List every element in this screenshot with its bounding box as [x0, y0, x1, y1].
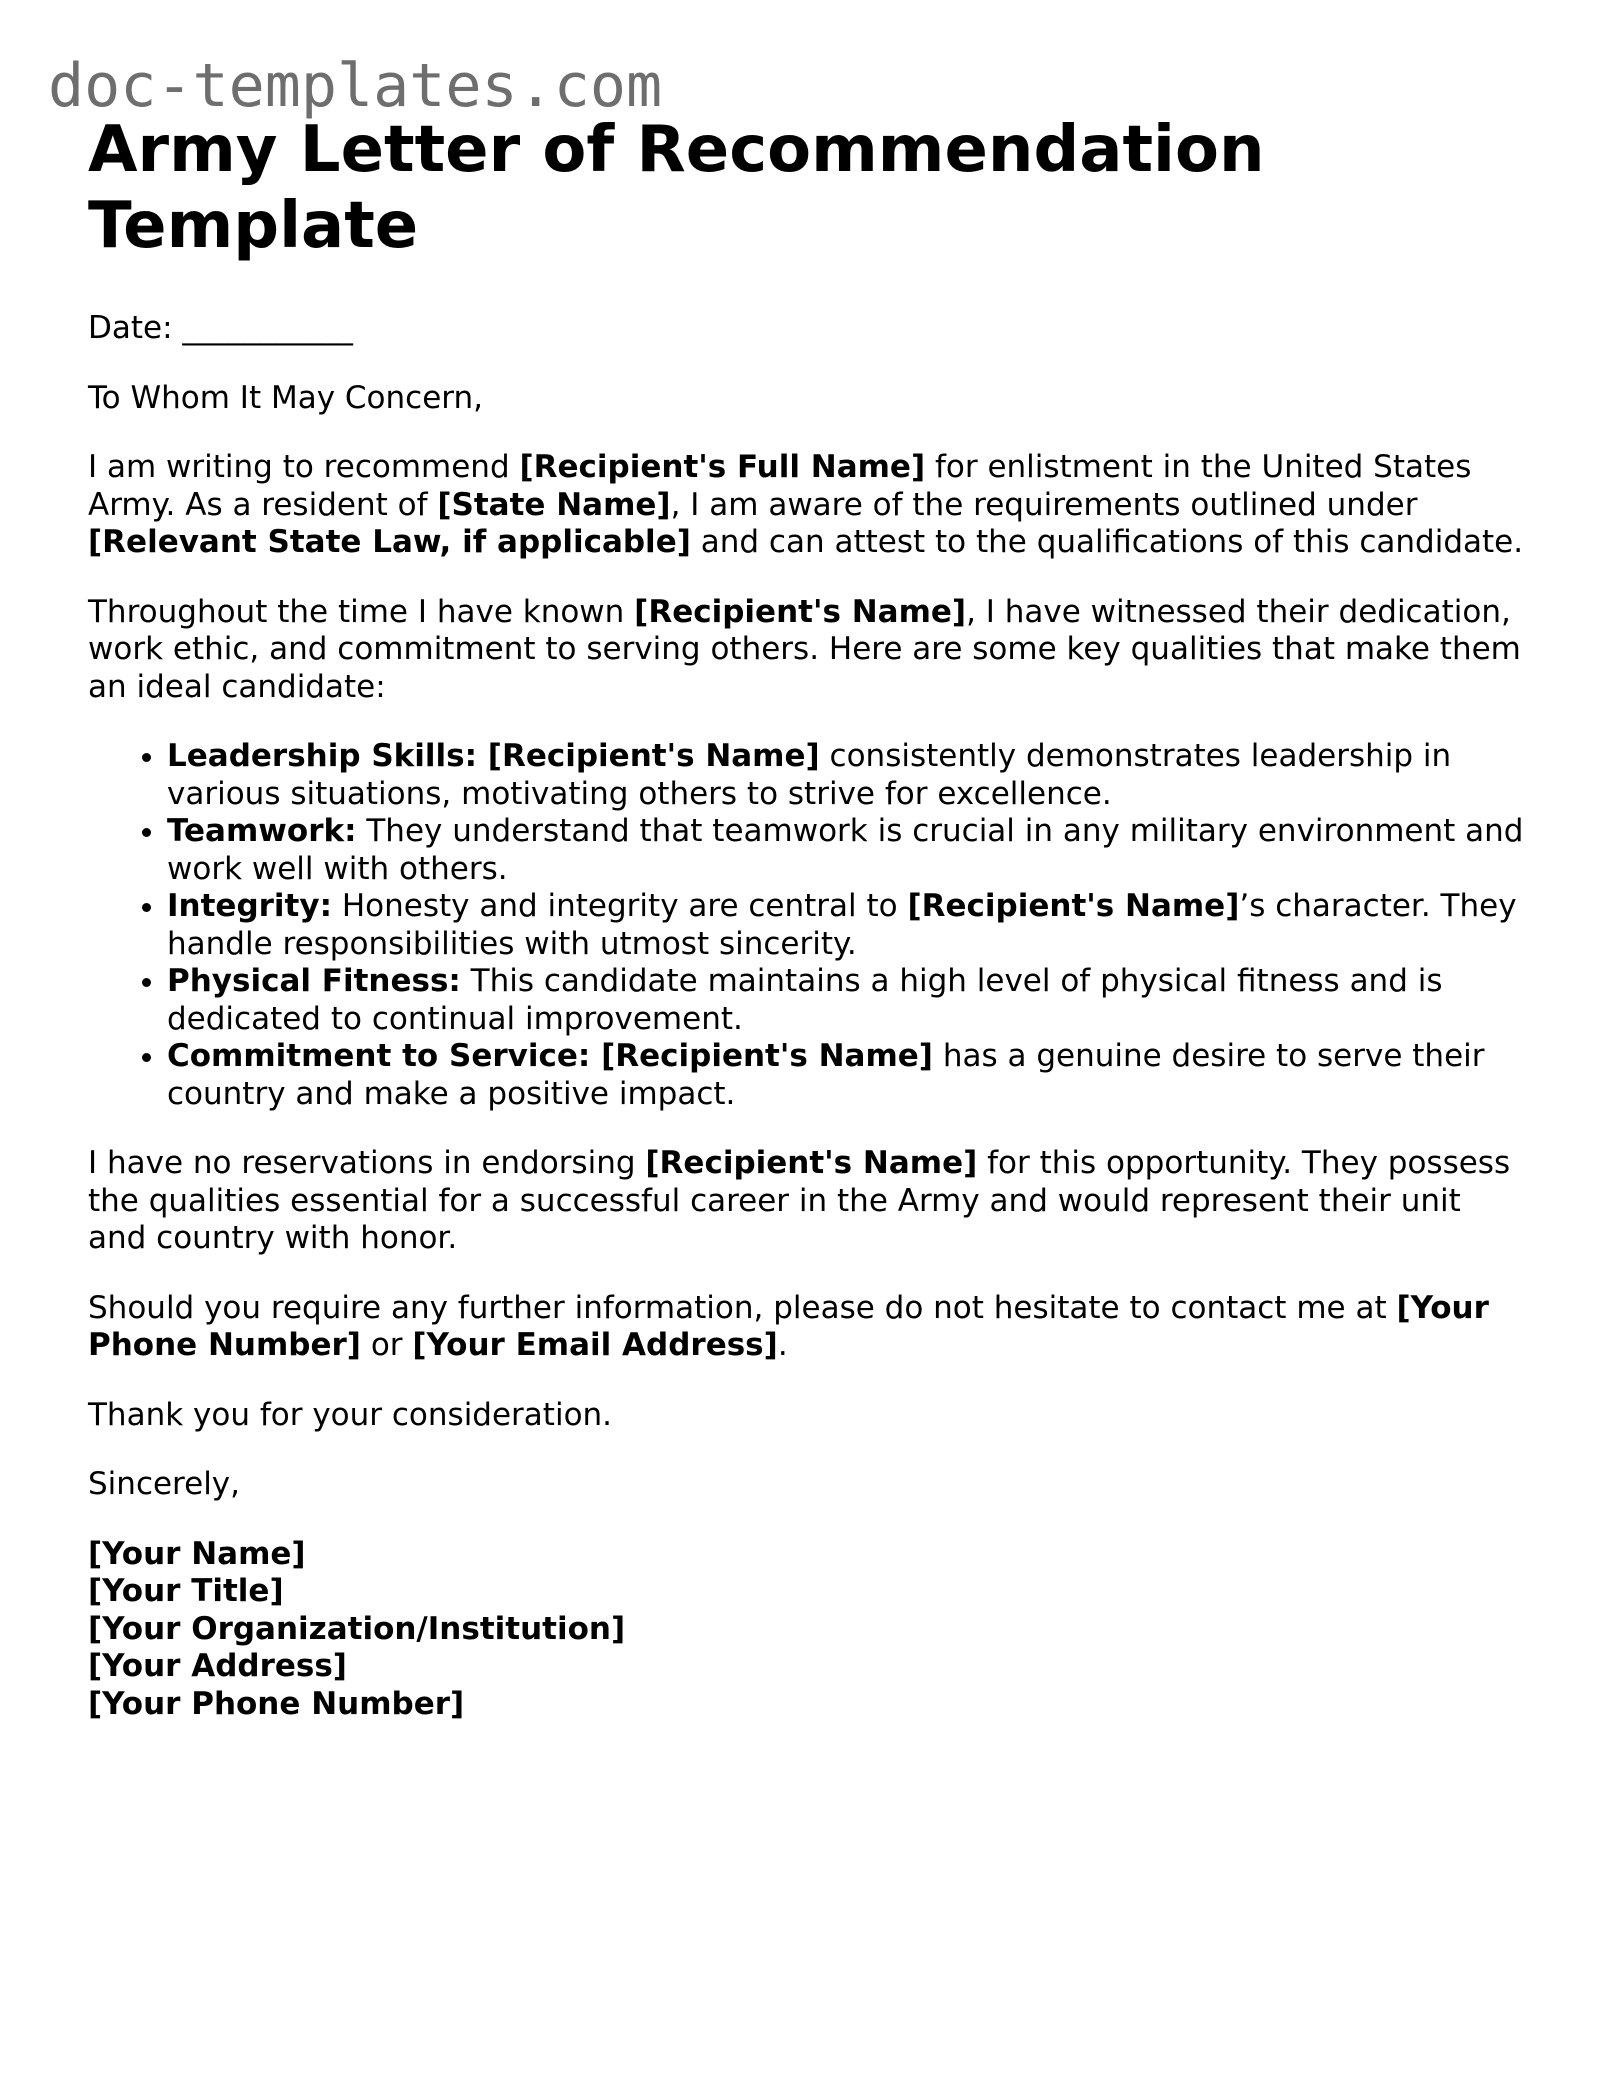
quality-label: Commitment to Service: [Recipient's Name]	[167, 1038, 933, 1074]
quality-text: ’s character. They handle responsibilities with utmost sincerity.	[167, 888, 1517, 962]
quality-item-physical-fitness	[167, 963, 1528, 1038]
placeholder-recipient-name: [Recipient's Name]	[645, 1145, 978, 1181]
text-run: or	[360, 1327, 413, 1363]
text-run: for enlistment in the United States Army. As a resident of	[88, 449, 1472, 523]
quality-item-integrity	[167, 888, 1528, 963]
quality-item-leadership	[167, 738, 1528, 813]
quality-label: Physical Fitness:	[167, 963, 461, 999]
text-run: Should you require any further information, please do not hesitate to contact me at	[88, 1289, 1397, 1326]
text-run: I am writing to recommend	[88, 449, 520, 485]
contact-paragraph	[88, 1290, 1528, 1365]
salutation: To Whom It May Concern,	[88, 379, 483, 416]
quality-text: has a genuine desire to serve their country and make a positive impact.	[167, 1038, 1485, 1112]
endorsement-paragraph	[88, 1145, 1528, 1258]
intro-paragraph	[88, 449, 1528, 562]
signature-name: [Your Name]	[88, 1535, 306, 1572]
qualities-list	[88, 738, 1528, 1113]
text-run: , I am aware of the requirements outlined under	[670, 486, 1418, 523]
thanks-line: Thank you for your consideration.	[88, 1396, 613, 1433]
text-run: I have no reservations in endorsing	[88, 1145, 646, 1181]
text-run: .	[777, 1327, 788, 1363]
site-watermark: doc-templates.com	[48, 51, 663, 121]
signature-phone: [Your Phone Number]	[88, 1685, 465, 1722]
signature-title: [Your Title]	[88, 1573, 284, 1609]
closing-line: Sincerely,	[88, 1466, 241, 1502]
signature-organization: [Your Organization/Institution]	[88, 1610, 626, 1647]
document-title: Army Letter of Recommendation Template	[88, 113, 1265, 263]
quality-text: consistently demonstrates leadership in various situations, motivating others to strive for excellence.	[167, 738, 1452, 812]
quality-label: Integrity:	[167, 888, 332, 924]
placeholder-email-address: [Your Email Address]	[412, 1327, 778, 1363]
placeholder-recipient-name: [Recipient's Name]	[907, 888, 1240, 924]
text-run: and can attest to the qualifications of this candidate.	[690, 524, 1524, 560]
date-line: Date: ___________	[88, 310, 353, 346]
quality-label: Teamwork:	[167, 813, 357, 849]
signature-block	[88, 1536, 1528, 1724]
text-run: , I have witnessed their dedication, work ethic, and commitment to serving others. Here are some key qualities that make them an ideal candidate:	[88, 593, 1521, 705]
quality-text: This candidate maintains a high level of physical fitness and is dedicated to continual improvement.	[167, 963, 1443, 1037]
placeholder-state-law: [Relevant State Law, if applicable]	[88, 524, 691, 560]
placeholder-phone-number: [Your Phone Number]	[88, 1289, 1489, 1363]
quality-label: Leadership Skills: [Recipient's Name]	[167, 738, 820, 774]
quality-item-teamwork	[167, 813, 1528, 888]
qualities-intro-paragraph	[88, 594, 1528, 707]
quality-item-commitment	[167, 1038, 1528, 1113]
quality-text: They understand that teamwork is crucial in any military environment and work well with others.	[167, 813, 1524, 887]
text-run: for this opportunity. They possess the qualities essential for a successful career in the Army and would represent their unit and country with honor.	[88, 1145, 1511, 1256]
document-page	[88, 112, 1528, 1723]
placeholder-state-name: [State Name]	[437, 486, 671, 523]
signature-address: [Your Address]	[88, 1648, 347, 1684]
text-run: Throughout the time I have known	[88, 593, 635, 630]
placeholder-recipient-full-name: [Recipient's Full Name]	[519, 449, 926, 485]
quality-text: Honesty and integrity are central to	[331, 888, 908, 924]
placeholder-recipient-name: [Recipient's Name]	[634, 593, 967, 630]
